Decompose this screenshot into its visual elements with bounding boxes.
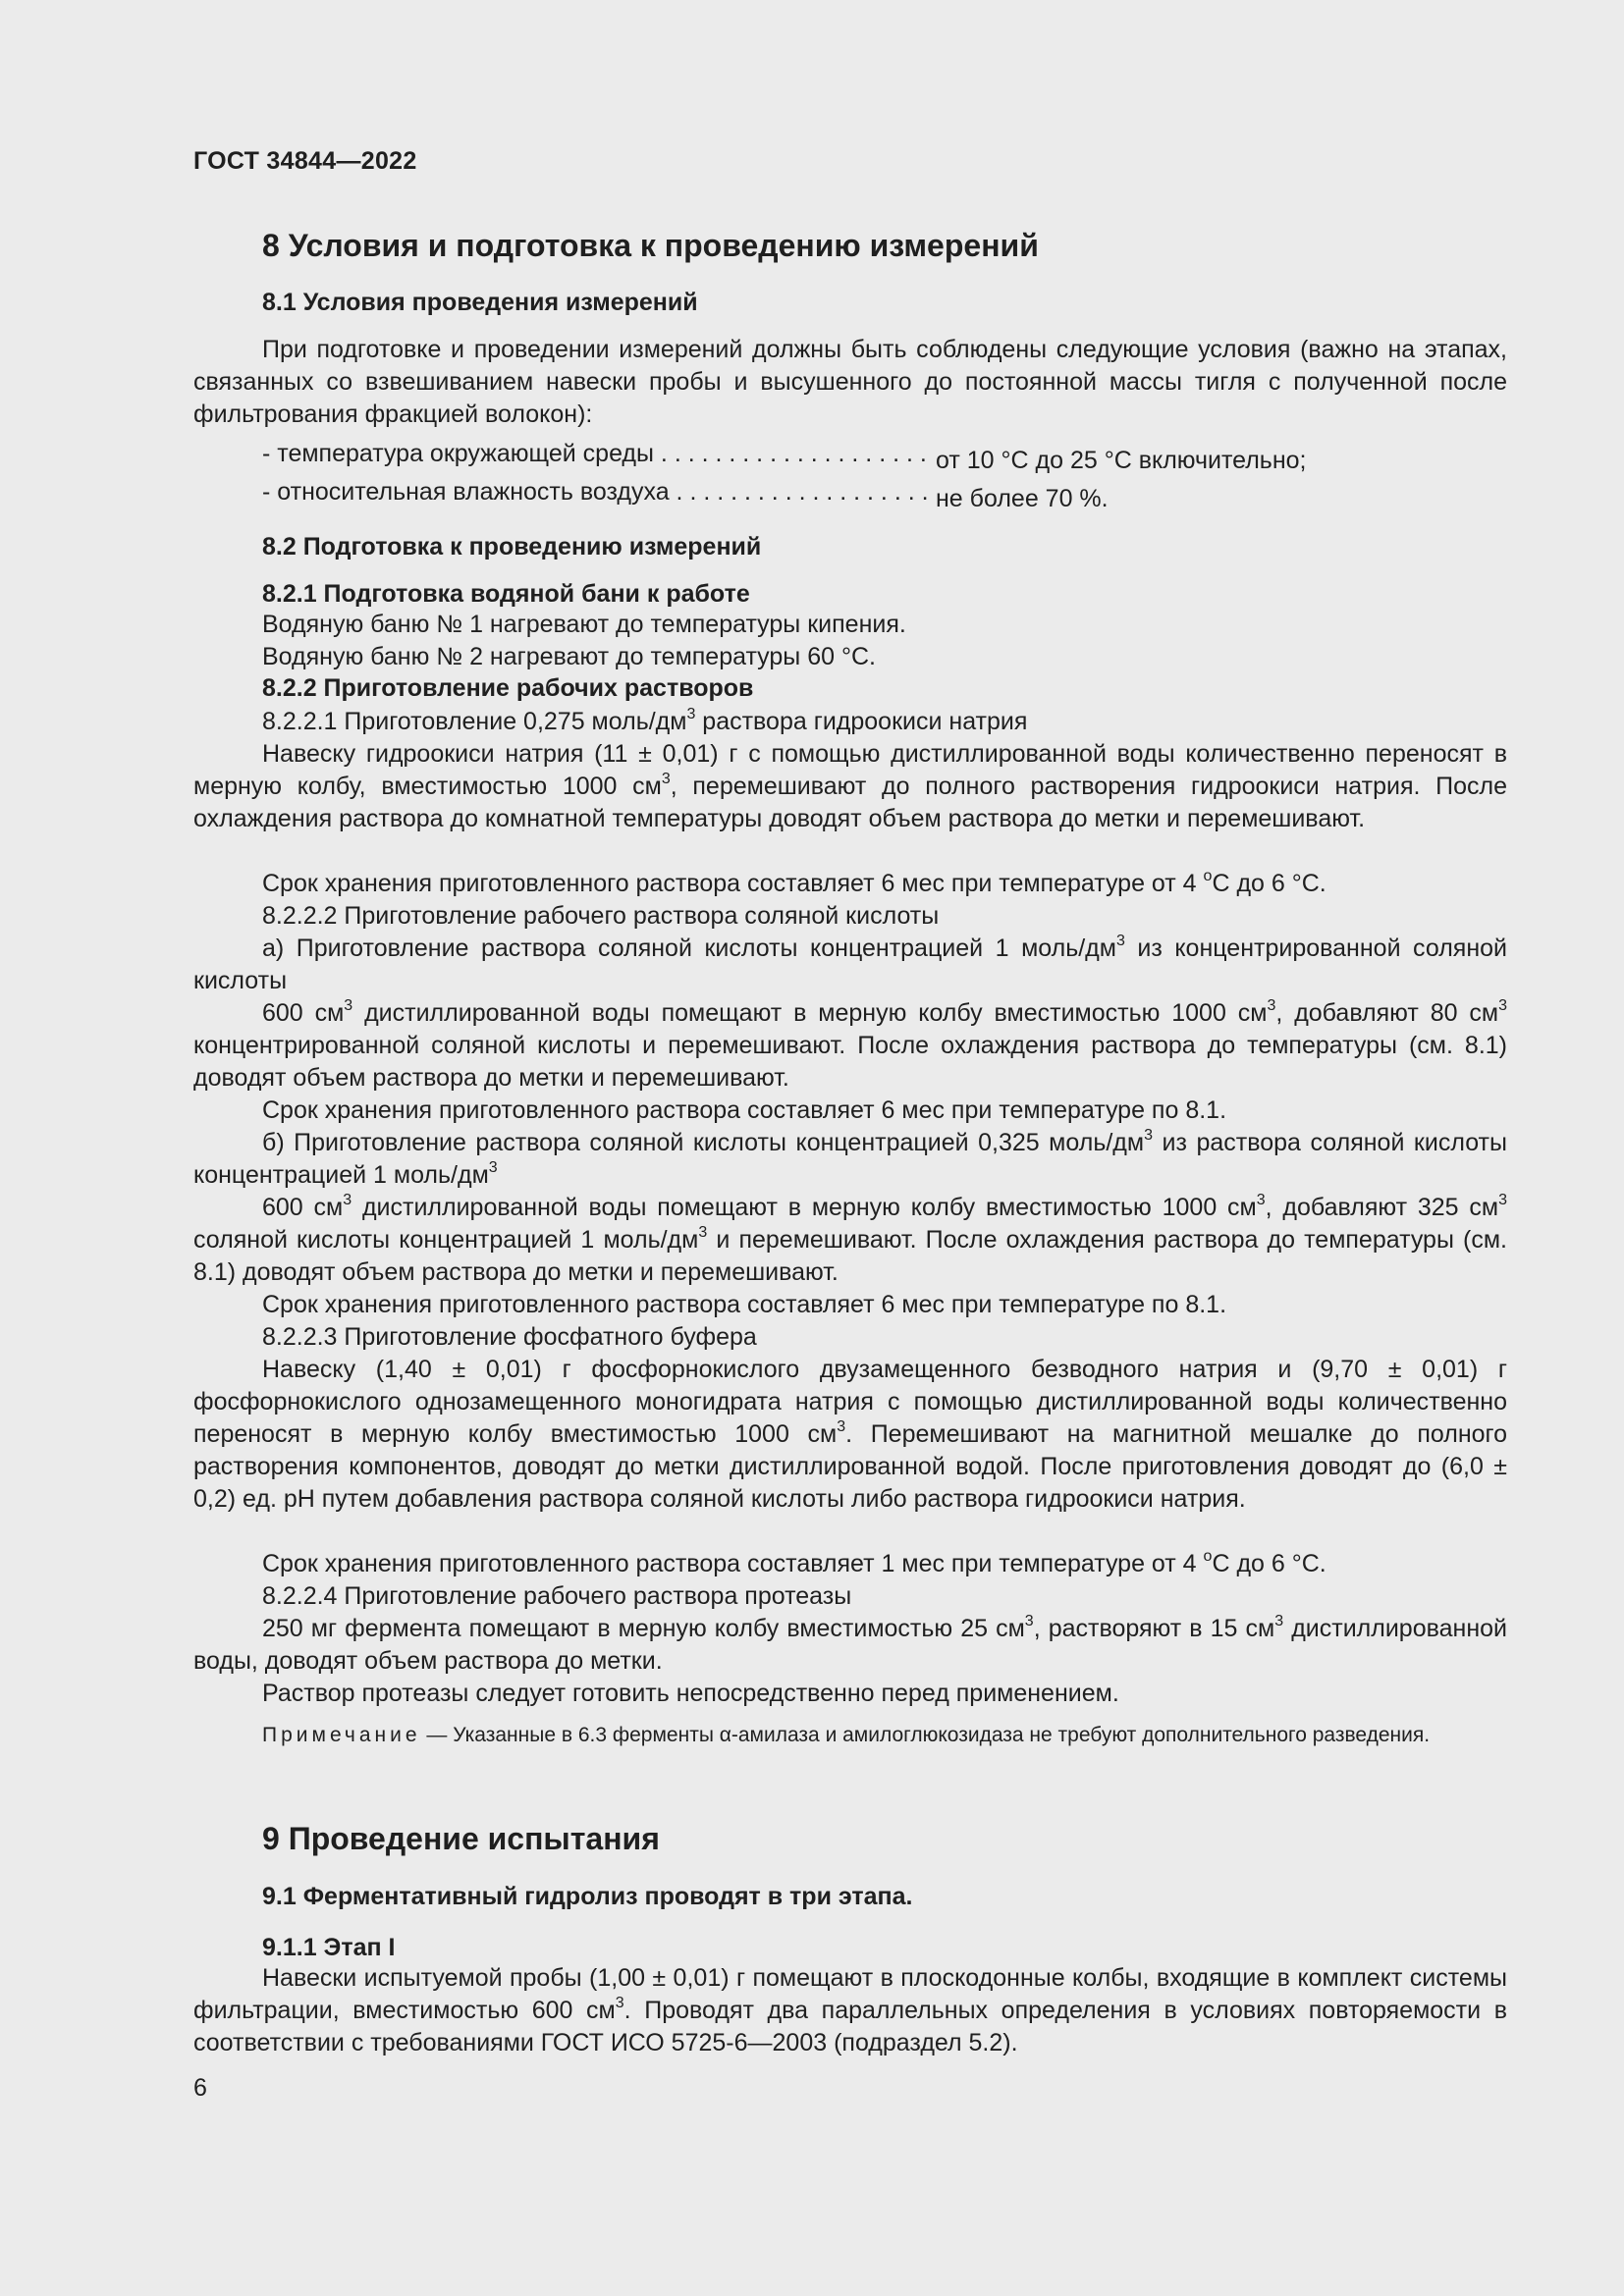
section-8-2-2-3-title: 8.2.2.3 Приготовление фосфатного буфера xyxy=(262,1323,757,1351)
page-number: 6 xyxy=(193,2074,207,2102)
buffer-storage-text: Срок хранения приготовленного раствора составляет 1 мес при температуре от 4 $^о$С до 6 °С. xyxy=(262,1548,1326,1577)
section-8-2-2-2-title: 8.2.2.2 Приготовление рабочего раствора соляной кислоты xyxy=(262,902,940,930)
section-8-2-2-1-title: 8.2.2.1 Приготовление 0,275 моль/$дм^3$ раствора гидроокиси натрия xyxy=(262,706,1028,735)
section-9-1-1-title: 9.1.1 Этап I xyxy=(262,1934,396,1961)
section-8-2-1-title: 8.2.1 Подготовка водяной бани к работе xyxy=(262,580,750,608)
note-label: Примечание xyxy=(262,1724,421,1746)
hcl-b-storage-text: Срок хранения приготовленного раствора составляет 6 мес при температуре по 8.1. xyxy=(262,1291,1227,1318)
naoh-preparation-paragraph: Навеску гидроокиси натрия (11 ± 0,01) г с помощью дистиллированной воды количественно переносят в мерную колбу, вместимостью 1000 $см^3$, перемешивают до полного растворения гидроокиси натрия. После охлаждения раствора до комнатной температуры доводят объем раствора до метки и перемешивают. xyxy=(193,740,1507,832)
condition-temperature-value: от 10 °С до 25 °С включительно; xyxy=(936,447,1307,474)
section-8-1-intro: При подготовке и проведении измерений должны быть соблюдены следующие условия (важно на этапах, связанных со взвешиванием навески пробы и высушенного до постоянной массы тигля с полученной после фильтрования фракцией волокон): xyxy=(193,336,1507,428)
condition-temperature-label: - температура окружающей среды . . . xyxy=(262,440,936,468)
condition-humidity-label: - относительная влажность воздуха . . . xyxy=(262,478,936,507)
hcl-b-title: б) Приготовление раствора соляной кислоты концентрацией 0,325 моль/$дм^3$ из раствора соляной кислоты концентрацией 1 моль/$дм^3$ xyxy=(193,1127,1507,1189)
section-8-2-2-title: 8.2.2 Приготовление рабочих растворов xyxy=(262,674,754,702)
protease-paragraph: 250 мг фермента помещают в мерную колбу вместимостью 25 $см^3$, растворяют в 15 $см^3$ дистиллированной воды, доводят объем раствора до метки. xyxy=(193,1613,1508,1675)
section-9-1-title: 9.1 Ферментативный гидролиз проводят в три этапа. xyxy=(262,1883,913,1910)
section-8-title: 8 Условия и подготовка к проведению измерений xyxy=(262,228,1039,263)
condition-temperature xyxy=(262,440,1306,475)
bath-2-text: Водяную баню № 2 нагревают до температуры 60 °С. xyxy=(262,643,876,670)
note-text: — Указанные в 6.3 ферменты α-амилаза и амилоглюкозидаза не требуют дополнительного разведения. xyxy=(420,1724,1431,1746)
section-8-1-title: 8.1 Условия проведения измерений xyxy=(262,289,698,316)
hcl-b-paragraph: 600 $см^3$ дистиллированной воды помещают в мерную колбу вместимостью 1000 $см^3$, добавляют 325 $см^3$ соляной кислоты концентрацией 1 моль/$дм^3$ и перемешивают. После охлаждения раствора до температуры (см. 8.1) доводят объем раствора до метки и перемешивают. xyxy=(193,1192,1507,1286)
protease-usage-text: Раствор протеазы следует готовить непосредственно перед применением. xyxy=(262,1680,1119,1707)
section-8-2-title: 8.2 Подготовка к проведению измерений xyxy=(262,533,762,561)
section-8-2-2-4-title: 8.2.2.4 Приготовление рабочего раствора протеазы xyxy=(262,1582,852,1610)
section-9-title: 9 Проведение испытания xyxy=(262,1821,660,1856)
hcl-a-paragraph: 600 $см^3$ дистиллированной воды помещают в мерную колбу вместимостью 1000 $см^3$, добавляют 80 $см^3$ концентрированной соляной кислоты и перемешивают. После охлаждения раствора до температуры (см. 8.1) доводят объем раствора до метки и перемешивают. xyxy=(193,997,1507,1092)
bath-1-text: Водяную баню № 1 нагревают до температуры кипения. xyxy=(262,611,906,638)
document-header: ГОСТ 34844—2022 xyxy=(193,147,417,175)
hcl-a-title: а) Приготовление раствора соляной кислоты концентрацией 1 моль/$дм^3$ из концентрированной соляной кислоты xyxy=(193,933,1507,994)
naoh-storage-text: Срок хранения приготовленного раствора составляет 6 мес при температуре от 4 $^о$С до 6 °С. xyxy=(262,868,1326,897)
condition-humidity xyxy=(262,478,1109,513)
note xyxy=(193,1720,1507,1750)
phosphate-buffer-paragraph: Навеску (1,40 ± 0,01) г фосфорнокислого двузамещенного безводного натрия и (9,70 ± 0,01) г фосфорнокислого однозамещенного моногидрата натрия с помощью дистиллированной воды количественно переносят в мерную колбу вместимостью 1000 $см^3$. Перемешивают на магнитной мешалке до полного растворения компонентов, доводят до метки дистиллированной водой. После приготовления доводят до (6,0 ± 0,2) ед. pH путем добавления раствора соляной кислоты либо раствора гидроокиси натрия. xyxy=(193,1356,1507,1513)
condition-humidity-value: не более 70 %. xyxy=(936,485,1109,512)
hcl-a-storage-text: Срок хранения приготовленного раствора составляет 6 мес при температуре по 8.1. xyxy=(262,1096,1227,1124)
stage-1-paragraph: Навески испытуемой пробы (1,00 ± 0,01) г помещают в плоскодонные колбы, входящие в комплект системы фильтрации, вместимостью 600 $см^3$. Проводят два параллельных определения в условиях повторяемости в соответствии с требованиями ГОСТ ИСО 5725-6—2003 (подраздел 5.2). xyxy=(193,1964,1507,2056)
